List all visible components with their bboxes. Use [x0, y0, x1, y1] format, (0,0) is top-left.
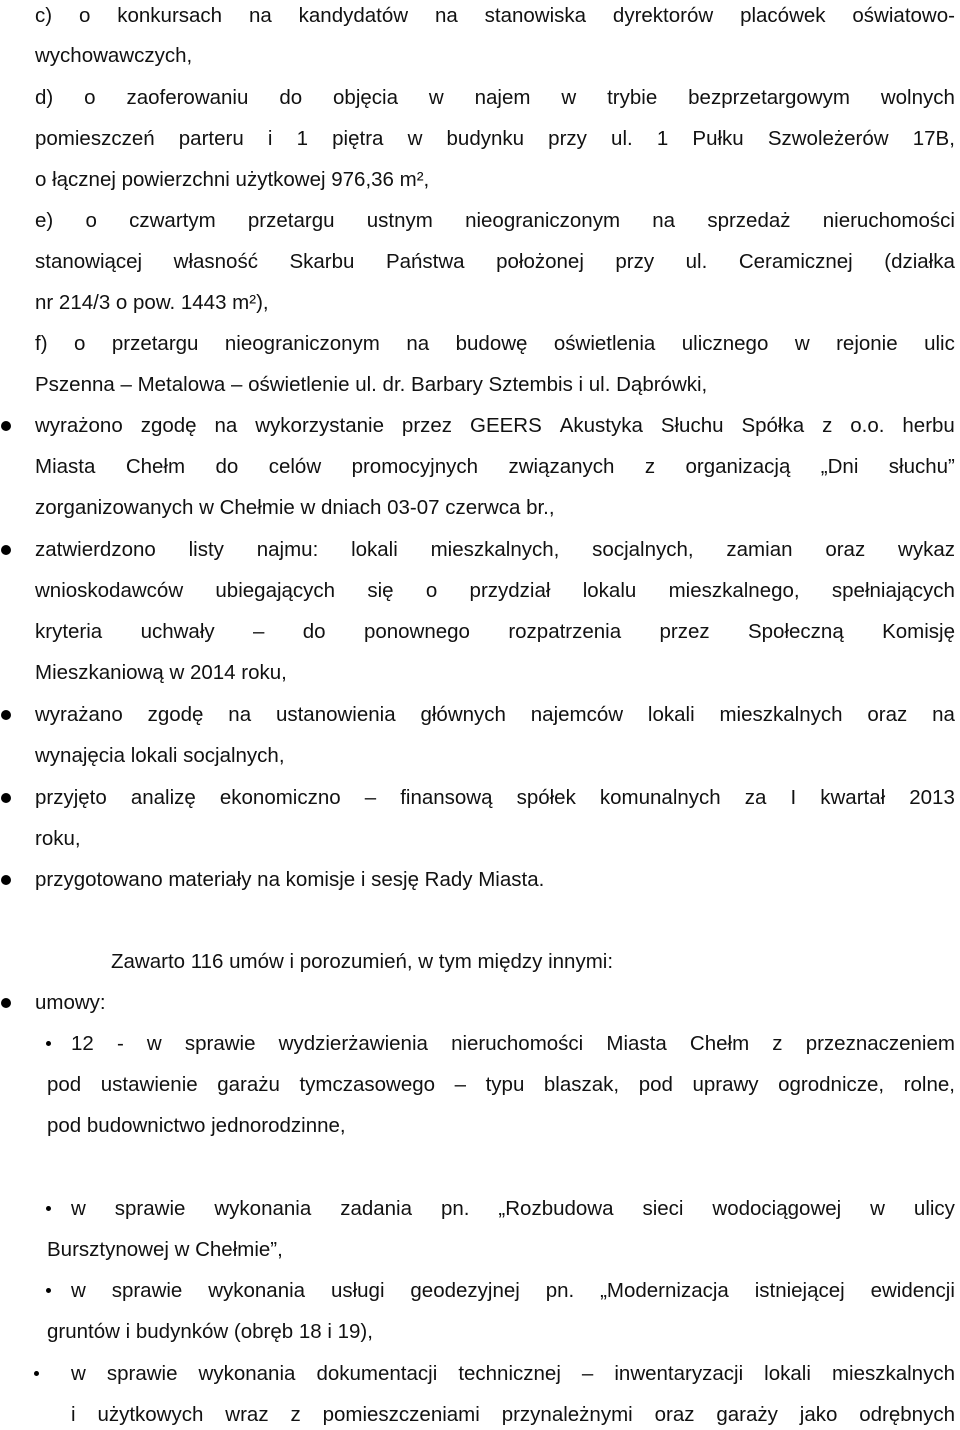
text-line [71, 1362, 955, 1386]
word: kryteria [35, 620, 103, 643]
text-line: gruntów i budynków (obręb 18 i 19), [47, 1320, 373, 1343]
word: typu [485, 1073, 525, 1096]
word: parteru [178, 127, 244, 150]
word: z [644, 455, 656, 478]
word: do [215, 455, 239, 478]
word: 1 [296, 127, 308, 150]
word: wykonania [214, 1197, 312, 1220]
word: dokumentacji [316, 1362, 438, 1385]
word: najem [474, 86, 531, 109]
word: słuchu” [888, 455, 955, 478]
word: na [406, 332, 430, 355]
word: objęcia [333, 86, 398, 109]
word: blaszak, [543, 1073, 620, 1096]
word: położonej [496, 250, 584, 273]
word: Pułku [692, 127, 744, 150]
text-line [35, 127, 955, 151]
word: Słuchu [660, 414, 724, 437]
word: c) [35, 4, 53, 27]
word: garaży [716, 1403, 778, 1426]
word: wydzierżawienia [278, 1032, 428, 1055]
word: dyrektorów [612, 4, 714, 27]
word: najemców [530, 703, 624, 726]
word: ogrodnicze, [778, 1073, 885, 1096]
word: oraz [654, 1403, 695, 1426]
word: w [794, 332, 810, 355]
word: pod [638, 1073, 673, 1096]
text-line [71, 1032, 955, 1056]
word: na [652, 209, 676, 232]
word: Miasta [35, 455, 96, 478]
text-line [71, 1403, 955, 1427]
word: Chełm [125, 455, 186, 478]
word: w [146, 1032, 162, 1055]
word: lokali [351, 538, 398, 561]
word: - [116, 1032, 124, 1055]
word: ponownego [363, 620, 470, 643]
word: rejonie [836, 332, 898, 355]
word: wyrażano [35, 703, 123, 726]
word: na [932, 703, 955, 726]
word: pomieszczeniami [322, 1403, 480, 1426]
text-line [35, 703, 955, 727]
word: I [790, 786, 797, 809]
word: zamian [726, 538, 793, 561]
word: Skarbu [289, 250, 355, 273]
word: w [407, 127, 423, 150]
word: 17B, [912, 127, 955, 150]
word: wykonania [208, 1279, 306, 1302]
bullet-icon [1, 421, 11, 431]
word: sprawie [106, 1362, 178, 1385]
word: stanowiącej [35, 250, 143, 273]
word: kwartał [820, 786, 886, 809]
word: na [248, 4, 272, 27]
word: przetargu [247, 209, 335, 232]
word: konkursach [117, 4, 223, 27]
text-line [35, 86, 955, 110]
word: oraz [867, 703, 908, 726]
word: z [290, 1403, 301, 1426]
word: nieograniczonym [465, 209, 621, 232]
text-line: przygotowano materiały na komisje i sesję Rady Miasta. [35, 868, 545, 891]
word: ubiegających [215, 579, 336, 602]
word: istniejącej [754, 1279, 845, 1302]
word: odrębnych [859, 1403, 955, 1426]
text-line [71, 1197, 955, 1221]
word: ulicy [913, 1197, 955, 1220]
word: z [772, 1032, 783, 1055]
word: Miasta [606, 1032, 667, 1055]
word: w [71, 1362, 86, 1385]
word: nieruchomości [822, 209, 955, 232]
word: piętra [332, 127, 384, 150]
text-line [35, 786, 955, 810]
word: lokali [647, 703, 695, 726]
word: na [214, 414, 238, 437]
word: czwartym [129, 209, 216, 232]
word: ustnym [366, 209, 433, 232]
sub-bullet-icon [46, 1288, 51, 1293]
word: „Rozbudowa [498, 1197, 614, 1220]
word: w [428, 86, 444, 109]
word: ekonomiczno [219, 786, 341, 809]
word: pn. [440, 1197, 470, 1220]
word: technicznej [458, 1362, 561, 1385]
word: wykonania [198, 1362, 296, 1385]
word: lokalu [582, 579, 637, 602]
word: bezprzetargowym [688, 86, 850, 109]
word: socjalnych, [592, 538, 694, 561]
word: Społeczną [747, 620, 844, 643]
word: GEERS [470, 414, 542, 437]
word: przy [548, 127, 587, 150]
word: „Dni [820, 455, 859, 478]
word: uchwały [140, 620, 215, 643]
bullet-icon [1, 545, 11, 555]
word: wnioskodawców [35, 579, 184, 602]
text-line: nr 214/3 o pow. 1443 m²), [35, 291, 269, 314]
word: – [253, 620, 265, 643]
word: ulic [924, 332, 955, 355]
word: ustawienie [100, 1073, 198, 1096]
word: przez [659, 620, 710, 643]
word: zgodę [140, 414, 197, 437]
word: tymczasowego [299, 1073, 436, 1096]
word: spełniających [831, 579, 955, 602]
word: o [78, 4, 91, 27]
word: 1 [656, 127, 669, 150]
word: użytkowych [97, 1403, 204, 1426]
text-line [71, 1279, 955, 1303]
text-line: Pszenna – Metalowa – oświetlenie ul. dr. Barbary Sztembis i ul. Dąbrówki, [35, 373, 708, 396]
word: 12 [71, 1032, 94, 1055]
text-line: o łącznej powierzchni użytkowej 976,36 m², [35, 168, 430, 191]
word: budowę [455, 332, 528, 355]
word: organizacją [685, 455, 791, 478]
text-line [35, 414, 955, 438]
word: ulicznego [681, 332, 769, 355]
word: – [454, 1073, 467, 1096]
word: w [561, 86, 577, 109]
text-line [35, 579, 955, 603]
word: wraz [225, 1403, 269, 1426]
word: przeznaczeniem [805, 1032, 955, 1055]
word: sprawie [111, 1279, 183, 1302]
word: herbu [902, 414, 955, 437]
word: pod [47, 1073, 82, 1096]
sub-bullet-icon [34, 1371, 39, 1376]
word: budynku [446, 127, 525, 150]
word: związanych [508, 455, 615, 478]
word: ustanowienia [275, 703, 396, 726]
text-line: umowy: [35, 991, 106, 1014]
word: ul. [685, 250, 708, 273]
word: 2013 [909, 786, 955, 809]
word: i [71, 1403, 76, 1426]
word: sprzedaż [707, 209, 791, 232]
text-line [47, 1073, 955, 1097]
word: e) [35, 209, 54, 232]
word: w [71, 1279, 86, 1302]
word: mieszkalnych [831, 1362, 955, 1385]
word: w [870, 1197, 885, 1220]
word: wykorzystanie [255, 414, 384, 437]
word: trybie [607, 86, 658, 109]
word: wyrażono [35, 414, 123, 437]
word: promocyjnych [351, 455, 479, 478]
word: za [744, 786, 767, 809]
word: mieszkalnych, [430, 538, 560, 561]
word: przynależnymi [501, 1403, 633, 1426]
word: – [581, 1362, 594, 1385]
word: pomieszczeń [35, 127, 155, 150]
word: przez [401, 414, 453, 437]
word: f) [35, 332, 48, 355]
text-line [35, 4, 955, 28]
word: na [434, 4, 458, 27]
word: wodociągowej [712, 1197, 842, 1220]
word: się [367, 579, 394, 602]
text-line: Mieszkaniową w 2014 roku, [35, 661, 287, 684]
text-line [35, 455, 955, 479]
word: na [228, 703, 252, 726]
word: garażu [217, 1073, 280, 1096]
word: kandydatów [298, 4, 409, 27]
word: głównych [420, 703, 506, 726]
word: o.o. [850, 414, 885, 437]
text-line: wychowawczych, [35, 44, 193, 67]
text-line [35, 332, 955, 356]
word: i [267, 127, 273, 150]
word: Chełm [689, 1032, 750, 1055]
text-line: Bursztynowej w Chełmie”, [47, 1238, 283, 1261]
word: oraz [825, 538, 866, 561]
word: celów [268, 455, 322, 478]
word: mieszkalnego, [668, 579, 800, 602]
word: pn. [545, 1279, 575, 1302]
word: najmu: [256, 538, 319, 561]
word: (działka [884, 250, 955, 273]
word: inwentaryzacji [614, 1362, 744, 1385]
word: zaoferowaniu [126, 86, 249, 109]
word: Ceramicznej [738, 250, 853, 273]
word: usługi [330, 1279, 385, 1302]
word: oświatowo- [852, 4, 955, 27]
word: analizę [130, 786, 196, 809]
word: – [364, 786, 377, 809]
word: Spółka [741, 414, 805, 437]
word: nieruchomości [451, 1032, 584, 1055]
word: komunalnych [599, 786, 721, 809]
word: wolnych [880, 86, 955, 109]
word: o [425, 579, 438, 602]
word: sprawie [184, 1032, 256, 1055]
word: w [71, 1197, 86, 1220]
word: nieograniczonym [224, 332, 380, 355]
word: do [302, 620, 326, 643]
text-line: wynajęcia lokali socjalnych, [35, 744, 285, 767]
text-line: roku, [35, 827, 81, 850]
bullet-icon [1, 793, 11, 803]
word: Komisję [882, 620, 955, 643]
sub-bullet-icon [46, 1041, 51, 1046]
word: jako [799, 1403, 838, 1426]
bullet-icon [1, 710, 11, 720]
sub-bullet-icon [46, 1206, 51, 1211]
word: rolne, [903, 1073, 955, 1096]
word: ul. [611, 127, 633, 150]
text-line [35, 209, 955, 233]
word: placówek [740, 4, 826, 27]
word: przydział [469, 579, 551, 602]
word: o [84, 86, 96, 109]
word: zadania [340, 1197, 412, 1220]
word: własność [173, 250, 258, 273]
word: ewidencji [870, 1279, 955, 1302]
word: listy [188, 538, 224, 561]
text-line: zorganizowanych w Chełmie w dniach 03-07 czerwca br., [35, 496, 555, 519]
word: z [822, 414, 833, 437]
word: zgodę [147, 703, 204, 726]
word: przyjęto [35, 786, 107, 809]
word: zatwierdzono [35, 538, 156, 561]
word: geodezyjnej [410, 1279, 520, 1302]
word: lokali [764, 1362, 811, 1385]
word: finansową [400, 786, 493, 809]
word: „Modernizacja [600, 1279, 729, 1302]
word: stanowiska [484, 4, 587, 27]
text-line [35, 250, 955, 274]
word: spółek [516, 786, 576, 809]
text-line [35, 620, 955, 644]
word: do [279, 86, 303, 109]
word: przy [615, 250, 655, 273]
bullet-icon [1, 875, 11, 885]
word: sieci [642, 1197, 684, 1220]
word: oświetlenia [553, 332, 656, 355]
word: d) [35, 86, 54, 109]
bullet-icon [1, 998, 11, 1008]
text-line [35, 538, 955, 562]
word: przetargu [111, 332, 199, 355]
text-line: Zawarto 116 umów i porozumień, w tym między innymi: [111, 950, 614, 973]
word: sprawie [114, 1197, 186, 1220]
word: wykaz [898, 538, 955, 561]
word: Akustyka [559, 414, 643, 437]
word: uprawy [692, 1073, 759, 1096]
text-line: pod budownictwo jednorodzinne, [47, 1114, 346, 1137]
word: rozpatrzenia [508, 620, 622, 643]
word: o [73, 332, 86, 355]
word: mieszkalnych [719, 703, 843, 726]
word: o [85, 209, 97, 232]
word: Szwoleżerów [767, 127, 889, 150]
word: Państwa [385, 250, 465, 273]
